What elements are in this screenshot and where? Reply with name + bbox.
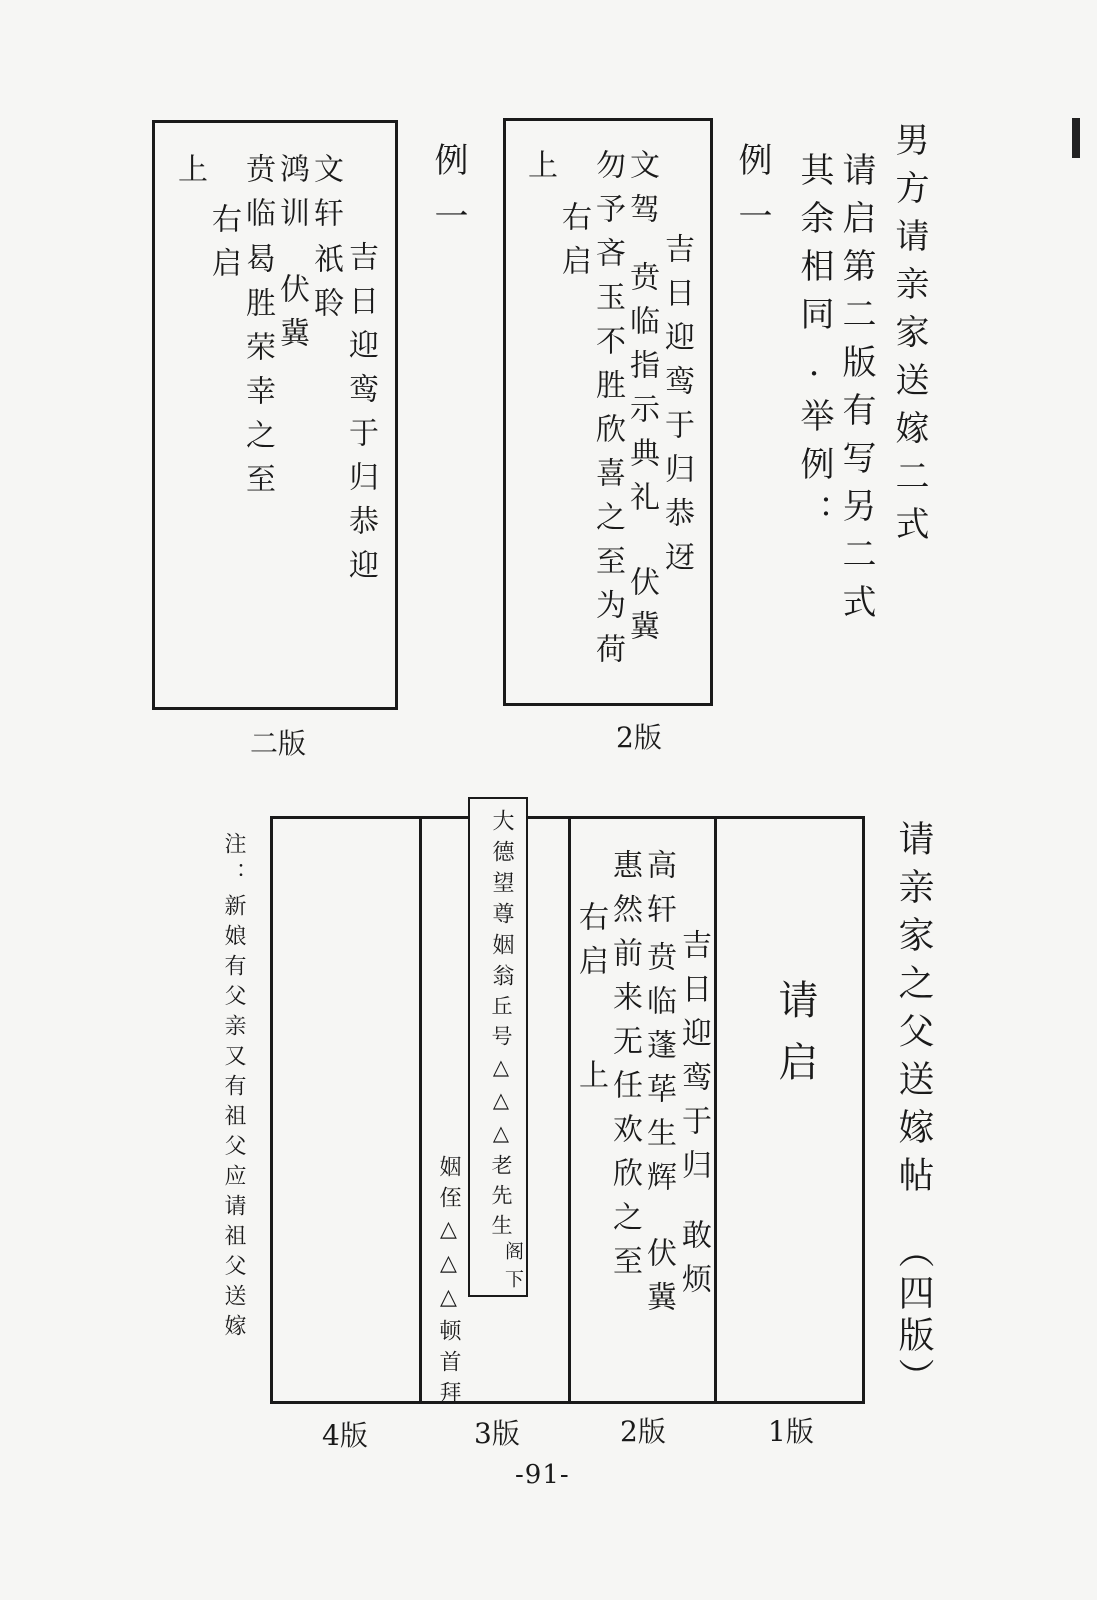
panel2-label: 2版 [620, 1415, 666, 1448]
example-left-label: 例一 [428, 142, 468, 254]
panel3-sign: 姻侄△△△顿首拜 [436, 1155, 461, 1412]
el-col2: 文轩 [308, 153, 343, 241]
heading-title: 男方请亲家送嫁二式 [889, 122, 929, 554]
er-col3: 勿予吝玉不胜欣喜之至为荷 [590, 149, 625, 677]
example-left-card-label: 二版 [250, 727, 307, 760]
note-body: 新娘有父亲又有祖父应请祖父送嫁 [221, 894, 246, 1344]
heading-bottom-sub: （四版） [893, 1232, 934, 1400]
panel2-col4b: 上 [573, 1059, 608, 1103]
panel2-col1b: 敢烦 [676, 1219, 711, 1307]
example-right-card [503, 118, 713, 706]
heading-note-2: 其余相同.举例： [794, 152, 834, 542]
er-col2c: 伏冀 [624, 566, 659, 654]
el-col4b: 曷胜荣幸之至 [240, 243, 275, 507]
er-col4: 右启 [556, 201, 591, 289]
er-col5: 上 [522, 149, 557, 193]
four-panel-card [270, 816, 865, 1412]
el-col4: 贲临 [240, 153, 275, 241]
panel2-col2: 高轩 [641, 849, 676, 937]
panel2-col3: 惠然前来无任欢欣之至 [607, 849, 642, 1289]
er-col2b: 贲临指示典礼 [624, 261, 659, 525]
panel3-strip [468, 797, 528, 1297]
panel1-text: 请启 [772, 979, 818, 1103]
panel3-strip3: 阁下 [502, 1241, 524, 1297]
el-col3: 鸿训 [274, 153, 309, 241]
el-col3b: 伏冀 [274, 273, 309, 361]
page-number: -91- [515, 1460, 570, 1490]
note-head: 注： [221, 832, 246, 892]
el-col2b: 祇聆 [308, 243, 343, 331]
panel2-col1: 吉日迎鸾于归 [676, 929, 711, 1193]
scan-mark [1072, 118, 1080, 158]
example-right-label: 例一 [732, 142, 772, 254]
el-col5: 右启 [206, 203, 241, 291]
er-col1: 吉日迎鸾于归恭迓 [659, 233, 694, 585]
panel3-strip2: 丘号△△△老先生 [489, 995, 513, 1244]
el-col6: 上 [172, 153, 207, 197]
el-col1: 吉日迎鸾于归恭迎 [343, 241, 378, 593]
heading-note-1: 请启第二版有写另二式 [836, 152, 876, 632]
heading-bottom-title: 请亲家之父送嫁帖 [893, 820, 934, 1204]
example-right-card-label: 2版 [616, 721, 662, 754]
panel4-label: 4版 [322, 1419, 368, 1452]
panel2-col2c: 伏冀 [641, 1237, 676, 1325]
example-left-card [152, 120, 398, 710]
er-col2: 文驾 [624, 149, 659, 237]
panel3-label: 3版 [474, 1417, 520, 1450]
panel2-col2b: 贲临蓬荜生辉 [641, 941, 676, 1205]
panel1-label: 1版 [768, 1415, 814, 1448]
panel2-col4: 右启 [573, 901, 608, 989]
panel3-strip1: 大德望尊姻翁 [489, 809, 514, 995]
